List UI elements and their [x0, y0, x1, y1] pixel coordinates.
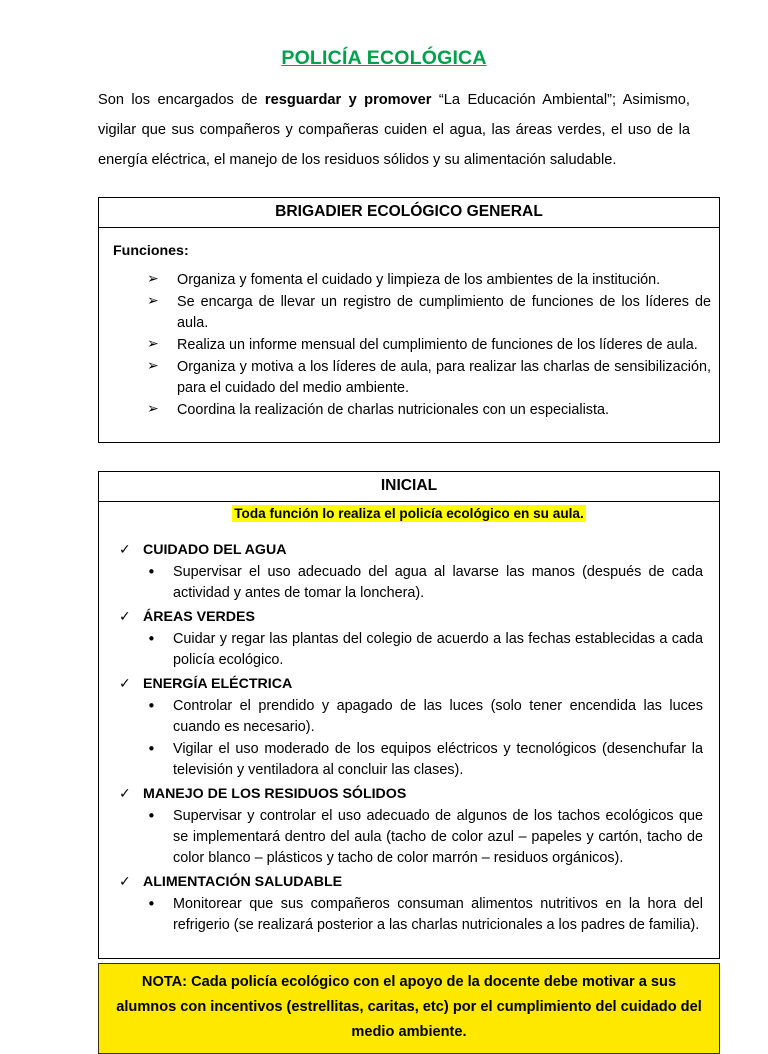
- section-heading-label: MANEJO DE LOS RESIDUOS SÓLIDOS: [143, 785, 407, 802]
- arrow-bullet-icon: ➢: [147, 401, 159, 418]
- check-icon: ✓: [119, 873, 131, 890]
- list-item: [147, 357, 711, 399]
- dot-bullet-icon: •: [147, 562, 156, 581]
- section-heading: [107, 674, 711, 695]
- dot-bullet-icon: •: [147, 739, 156, 758]
- intro-paragraph: [0, 69, 768, 175]
- section-item-list: [107, 894, 711, 936]
- intro-text-part2: “La Educación Ambiental”; Asimismo, vigilar que sus compañeros y compañeras cuiden el agua, las áreas verdes, el uso de la energía eléctrica, el manejo de los residuos sólidos y su alimentación saludable.: [98, 92, 690, 169]
- intro-text-part1: Son los encargados de: [98, 92, 265, 109]
- section-item-list: [107, 696, 711, 781]
- list-item-label: Organiza y motiva a los líderes de aula, para realizar las charlas de sensibilización, para el cuidado del medio ambiente.: [177, 359, 711, 397]
- inicial-table: [98, 471, 720, 958]
- list-item: [147, 270, 711, 291]
- section-heading-label: ÁREAS VERDES: [143, 608, 255, 625]
- inicial-section-list: [99, 525, 719, 944]
- list-item-label: Cuidar y regar las plantas del colegio de acuerdo a las fechas establecidas a cada policía ecológico.: [173, 630, 703, 668]
- highlight-text: Toda función lo realiza el policía ecológico en su aula.: [234, 505, 584, 521]
- list-item-label: Controlar el prendido y apagado de las luces (solo tener encendida las luces cuando es necesario).: [173, 697, 703, 735]
- list-item-label: Realiza un informe mensual del cumplimiento de funciones de los líderes de aula.: [177, 337, 698, 354]
- section-heading: [107, 784, 711, 805]
- dot-bullet-icon: •: [147, 696, 156, 715]
- check-icon: ✓: [119, 541, 131, 558]
- brigadier-table: [98, 197, 720, 443]
- section-heading-label: ALIMENTACIÓN SALUDABLE: [143, 873, 343, 890]
- intro-text-bold: resguardar y promover: [264, 92, 432, 109]
- list-item: [145, 562, 703, 604]
- list-item: [145, 696, 703, 738]
- list-item: [145, 739, 703, 781]
- check-icon: ✓: [119, 675, 131, 692]
- inicial-spacer: [99, 944, 719, 958]
- check-icon: ✓: [119, 608, 131, 625]
- inicial-header: INICIAL: [99, 472, 719, 501]
- section-item-list: [107, 629, 711, 671]
- section-heading: [107, 872, 711, 893]
- list-item: [147, 292, 711, 334]
- list-item-label: Supervisar y controlar el uso adecuado de algunos de los tachos ecológicos que se implementará dentro del aula (tacho de color azul – papeles y cartón, tacho de color blanco – plásticos y tacho de color marrón – residuos orgánicos).: [173, 807, 703, 866]
- dot-bullet-icon: •: [147, 629, 156, 648]
- brigadier-body: [99, 228, 719, 442]
- list-item-label: Se encarga de llevar un registro de cumplimiento de funciones de los líderes de aula.: [177, 294, 711, 332]
- brigadier-spacer: [99, 422, 719, 442]
- section-item-list: [107, 806, 711, 869]
- list-item: [147, 400, 711, 421]
- brigadier-function-list: [99, 270, 719, 421]
- page-title: POLICÍA ECOLÓGICA: [281, 47, 487, 69]
- list-item: [145, 806, 703, 869]
- list-item: [145, 894, 703, 936]
- list-item: [145, 629, 703, 671]
- section-item-list: [107, 562, 711, 604]
- section-heading: [107, 607, 711, 628]
- inicial-highlight-line: [99, 502, 719, 525]
- funciones-label: Funciones:: [113, 242, 189, 259]
- nota-text: NOTA: Cada policía ecológico con el apoyo de la docente debe motivar a sus alumnos con incentivos (estrellitas, caritas, etc) por el cumplimiento del cuidado del medio ambiente.: [116, 973, 702, 1040]
- dot-bullet-icon: •: [147, 894, 156, 913]
- nota-box: [98, 963, 720, 1054]
- arrow-bullet-icon: ➢: [147, 293, 159, 310]
- section-heading: [107, 540, 711, 561]
- arrow-bullet-icon: ➢: [147, 336, 159, 353]
- list-item-label: Supervisar el uso adecuado del agua al lavarse las manos (después de cada actividad y antes de tomar la lonchera).: [173, 563, 703, 601]
- dot-bullet-icon: •: [147, 806, 156, 825]
- list-item: [147, 335, 711, 356]
- list-item-label: Coordina la realización de charlas nutricionales con un especialista.: [177, 402, 609, 419]
- arrow-bullet-icon: ➢: [147, 358, 159, 375]
- brigadier-header: BRIGADIER ECOLÓGICO GENERAL: [99, 198, 719, 227]
- list-item-label: Monitorear que sus compañeros consuman alimentos nutritivos en la hora del refrigerio (se realizará posterior a las charlas nutricionales a los padres de familia).: [173, 895, 703, 933]
- list-item-label: Organiza y fomenta el cuidado y limpieza de los ambientes de la institución.: [177, 272, 661, 289]
- arrow-bullet-icon: ➢: [147, 271, 159, 288]
- check-icon: ✓: [119, 785, 131, 802]
- section-heading-label: ENERGÍA ELÉCTRICA: [143, 675, 293, 692]
- section-heading-label: CUIDADO DEL AGUA: [143, 541, 287, 558]
- list-item-label: Vigilar el uso moderado de los equipos eléctricos y tecnológicos (desenchufar la televisión y ventiladora al concluir las clases).: [173, 740, 703, 778]
- inicial-body: [99, 502, 719, 958]
